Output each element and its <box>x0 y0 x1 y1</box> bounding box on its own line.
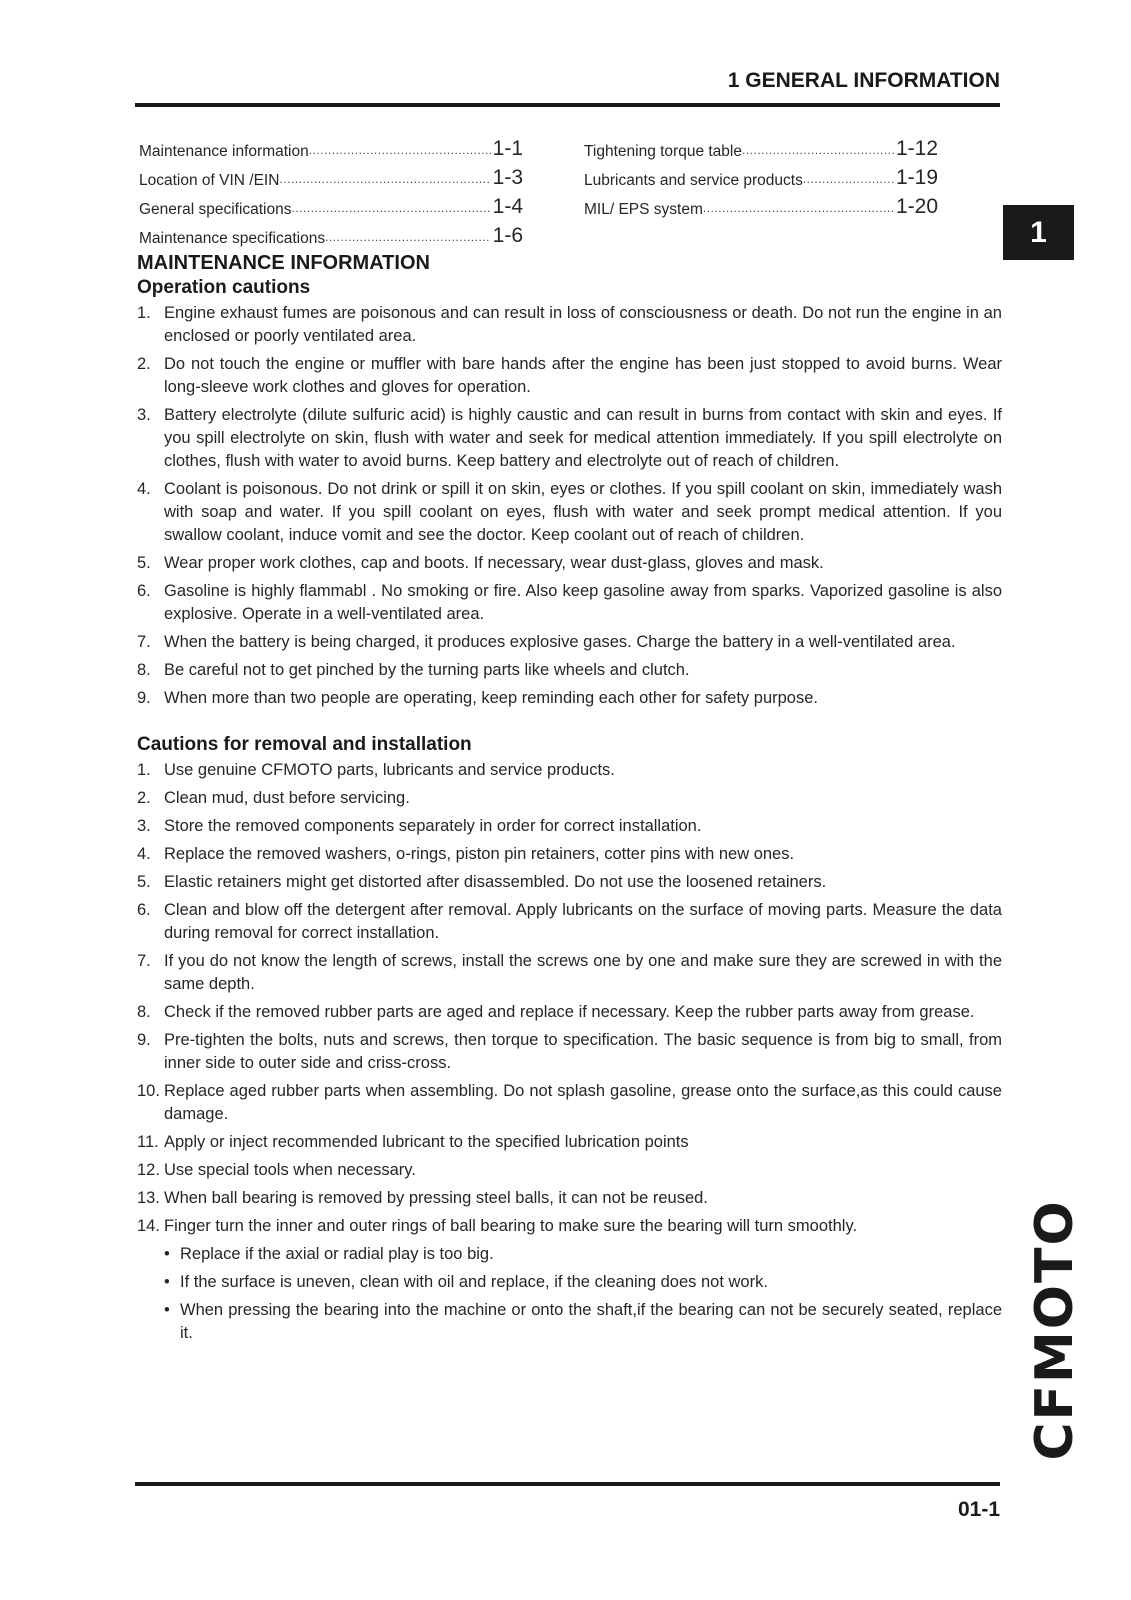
toc-right-column <box>584 132 938 219</box>
item-number: 7. <box>137 952 151 970</box>
toc-entry[interactable] <box>139 161 523 190</box>
item-number: 4. <box>137 845 151 863</box>
item-number: 5. <box>137 554 151 572</box>
item-text: Wear proper work clothes, cap and boots. If necessary, wear dust-glass, gloves and mask. <box>164 554 824 572</box>
item-number: 4. <box>137 480 151 498</box>
list-item <box>137 815 1002 838</box>
bearing-bullet-list <box>137 1243 1002 1345</box>
list-item <box>137 759 1002 782</box>
item-text: Check if the removed rubber parts are aged and replace if necessary. Keep the rubber parts away from grease. <box>164 1003 975 1021</box>
list-item <box>137 1215 1002 1238</box>
item-text: Battery electrolyte (dilute sulfuric acid) is highly caustic and can result in burns from contact with skin and eyes. If you spill electrolyte on skin, flush with water and seek for medical attention immediately. If you spill electrolyte on clothes, flush with water to avoid burns. Keep battery and electrolyte out of reach of children. <box>164 406 1002 470</box>
list-item <box>137 478 1002 547</box>
list-item <box>137 843 1002 866</box>
toc-entry-page: 1-1 <box>492 137 523 160</box>
toc-entry[interactable] <box>584 132 938 161</box>
list-item <box>137 899 1002 945</box>
bullet-dot: • <box>164 1273 170 1291</box>
toc-leader-dots <box>279 172 490 186</box>
list-item <box>137 552 1002 575</box>
removal-cautions-list <box>137 759 1002 1238</box>
bullet-text: When pressing the bearing into the machine or onto the shaft,if the bearing can not be securely seated, replace it. <box>180 1301 1002 1342</box>
list-item <box>137 1001 1002 1024</box>
toc-entry[interactable] <box>139 219 523 248</box>
toc-entry-page: 1-20 <box>895 195 938 218</box>
operation-cautions-list <box>137 302 1002 710</box>
item-number: 5. <box>137 873 151 891</box>
item-text: Replace the removed washers, o-rings, piston pin retainers, cotter pins with new ones. <box>164 845 795 863</box>
list-item <box>137 871 1002 894</box>
toc-leader-dots <box>325 230 491 244</box>
page-number: 01-1 <box>957 1498 1000 1521</box>
item-text: Finger turn the inner and outer rings of ball bearing to make sure the bearing will turn smoothly. <box>164 1217 858 1235</box>
item-text: When the battery is being charged, it produces explosive gases. Charge the battery in a well-ventilated area. <box>164 633 956 651</box>
item-number: 3. <box>137 817 151 835</box>
toc-entry-title: MIL/ EPS system <box>584 201 703 218</box>
item-text: Gasoline is highly flammabl . No smoking or fire. Also keep gasoline away from sparks. Vaporized gasoline is also explosive. Operate in a well-ventilated area. <box>164 582 1002 623</box>
cfmoto-logo-text: CFMOTO <box>1025 1199 1085 1461</box>
item-number: 8. <box>137 1003 151 1021</box>
header-rule <box>135 103 1000 107</box>
item-number: 12. <box>137 1161 160 1179</box>
item-number: 1. <box>137 304 151 322</box>
footer-rule <box>135 1482 1000 1486</box>
toc-leader-dots <box>292 201 491 215</box>
item-text: Be careful not to get pinched by the turning parts like wheels and clutch. <box>164 661 690 679</box>
item-text: Pre-tighten the bolts, nuts and screws, then torque to specification. The basic sequence is from big to small, from inner side to outer side and criss-cross. <box>164 1031 1002 1072</box>
item-text: Clean and blow off the detergent after removal. Apply lubricants on the surface of moving parts. Measure the data during removal for correct installation. <box>164 901 1002 942</box>
bullet-item <box>137 1271 1002 1294</box>
toc-entry-title: Location of VIN /EIN <box>139 172 280 189</box>
toc-leader-dots <box>803 172 894 186</box>
bullet-item <box>137 1243 1002 1266</box>
item-text: If you do not know the length of screws, install the screws one by one and make sure they are screwed in with the same depth. <box>164 952 1002 993</box>
toc-leader-dots <box>742 143 894 157</box>
toc-entry-title: Maintenance information <box>139 143 309 160</box>
list-item <box>137 787 1002 810</box>
item-number: 10. <box>137 1082 160 1100</box>
toc-entry-page: 1-4 <box>492 195 523 218</box>
item-text: Use special tools when necessary. <box>164 1161 416 1179</box>
toc-left-column <box>139 132 523 248</box>
toc-entry-page: 1-19 <box>895 166 938 189</box>
list-item <box>137 1187 1002 1210</box>
item-number: 9. <box>137 689 151 707</box>
item-text: Use genuine CFMOTO parts, lubricants and service products. <box>164 761 615 779</box>
toc-leader-dots <box>703 201 894 215</box>
item-text: Do not touch the engine or muffler with bare hands after the engine has been just stopped to avoid burns. Wear long-sleeve work clothes and gloves for operation. <box>164 355 1002 396</box>
item-number: 11. <box>137 1133 159 1151</box>
list-item <box>137 950 1002 996</box>
item-text: Engine exhaust fumes are poisonous and can result in loss of consciousness or death. Do not run the engine in an enclosed or poorly ventilated area. <box>164 304 1002 345</box>
toc-entry-title: General specifications <box>139 201 292 218</box>
bullet-item <box>137 1299 1002 1345</box>
toc-entry-title: Lubricants and service products <box>584 172 803 189</box>
list-item <box>137 404 1002 473</box>
item-number: 6. <box>137 901 151 919</box>
bullet-text: Replace if the axial or radial play is too big. <box>180 1245 494 1263</box>
item-number: 6. <box>137 582 151 600</box>
toc-entry[interactable] <box>139 190 523 219</box>
item-number: 13. <box>137 1189 160 1207</box>
item-text: Apply or inject recommended lubricant to the specified lubrication points <box>164 1133 689 1151</box>
list-item <box>137 302 1002 348</box>
list-item <box>137 1159 1002 1182</box>
removal-cautions-heading: Cautions for removal and installation <box>137 734 472 755</box>
item-text: Replace aged rubber parts when assembling. Do not splash gasoline, grease onto the surface,as this could cause damage. <box>164 1082 1002 1123</box>
toc-entry-page: 1-3 <box>492 166 523 189</box>
list-item <box>137 353 1002 399</box>
toc-entry[interactable] <box>584 190 938 219</box>
list-item <box>137 580 1002 626</box>
list-item <box>137 659 1002 682</box>
toc-leader-dots <box>309 143 491 157</box>
section-title: MAINTENANCE INFORMATION <box>137 252 430 274</box>
bullet-dot: • <box>164 1301 170 1319</box>
toc-entry-page: 1-12 <box>895 137 938 160</box>
main-content <box>137 251 1002 1350</box>
toc-entry-title: Maintenance specifications <box>139 230 326 247</box>
item-text: Store the removed components separately in order for correct installation. <box>164 817 702 835</box>
item-text: When more than two people are operating, keep reminding each other for safety purpose. <box>164 689 818 707</box>
item-number: 9. <box>137 1031 151 1049</box>
item-number: 7. <box>137 633 151 651</box>
bullet-dot: • <box>164 1245 170 1263</box>
item-number: 1. <box>137 761 151 779</box>
item-number: 2. <box>137 789 151 807</box>
operation-cautions-heading: Operation cautions <box>137 277 311 298</box>
item-number: 2. <box>137 355 151 373</box>
toc-entry[interactable] <box>584 161 938 190</box>
list-item <box>137 1080 1002 1126</box>
chapter-tab: 1 <box>1003 205 1074 260</box>
chapter-title: 1 GENERAL INFORMATION <box>727 69 1000 92</box>
toc-entry-page: 1-6 <box>492 224 523 247</box>
list-item <box>137 1029 1002 1075</box>
item-text: When ball bearing is removed by pressing steel balls, it can not be reused. <box>164 1189 708 1207</box>
item-text: Elastic retainers might get distorted after disassembled. Do not use the loosened retainers. <box>164 873 827 891</box>
item-text: Clean mud, dust before servicing. <box>164 789 410 807</box>
item-number: 8. <box>137 661 151 679</box>
list-item <box>137 687 1002 710</box>
item-number: 3. <box>137 406 151 424</box>
bullet-text: If the surface is uneven, clean with oil and replace, if the cleaning does not work. <box>180 1273 768 1291</box>
item-number: 14. <box>137 1217 160 1235</box>
toc-entry[interactable] <box>139 132 523 161</box>
toc-entry-title: Tightening torque table <box>584 143 742 160</box>
list-item <box>137 1131 1002 1154</box>
item-text: Coolant is poisonous. Do not drink or spill it on skin, eyes or clothes. If you spill coolant on skin, immediately wash with soap and water. If you spill coolant on eyes, flush with water and seek prompt medical attention. If you swallow coolant, induce vomit and see the doctor. Keep coolant out of reach of children. <box>164 480 1002 544</box>
list-item <box>137 631 1002 654</box>
